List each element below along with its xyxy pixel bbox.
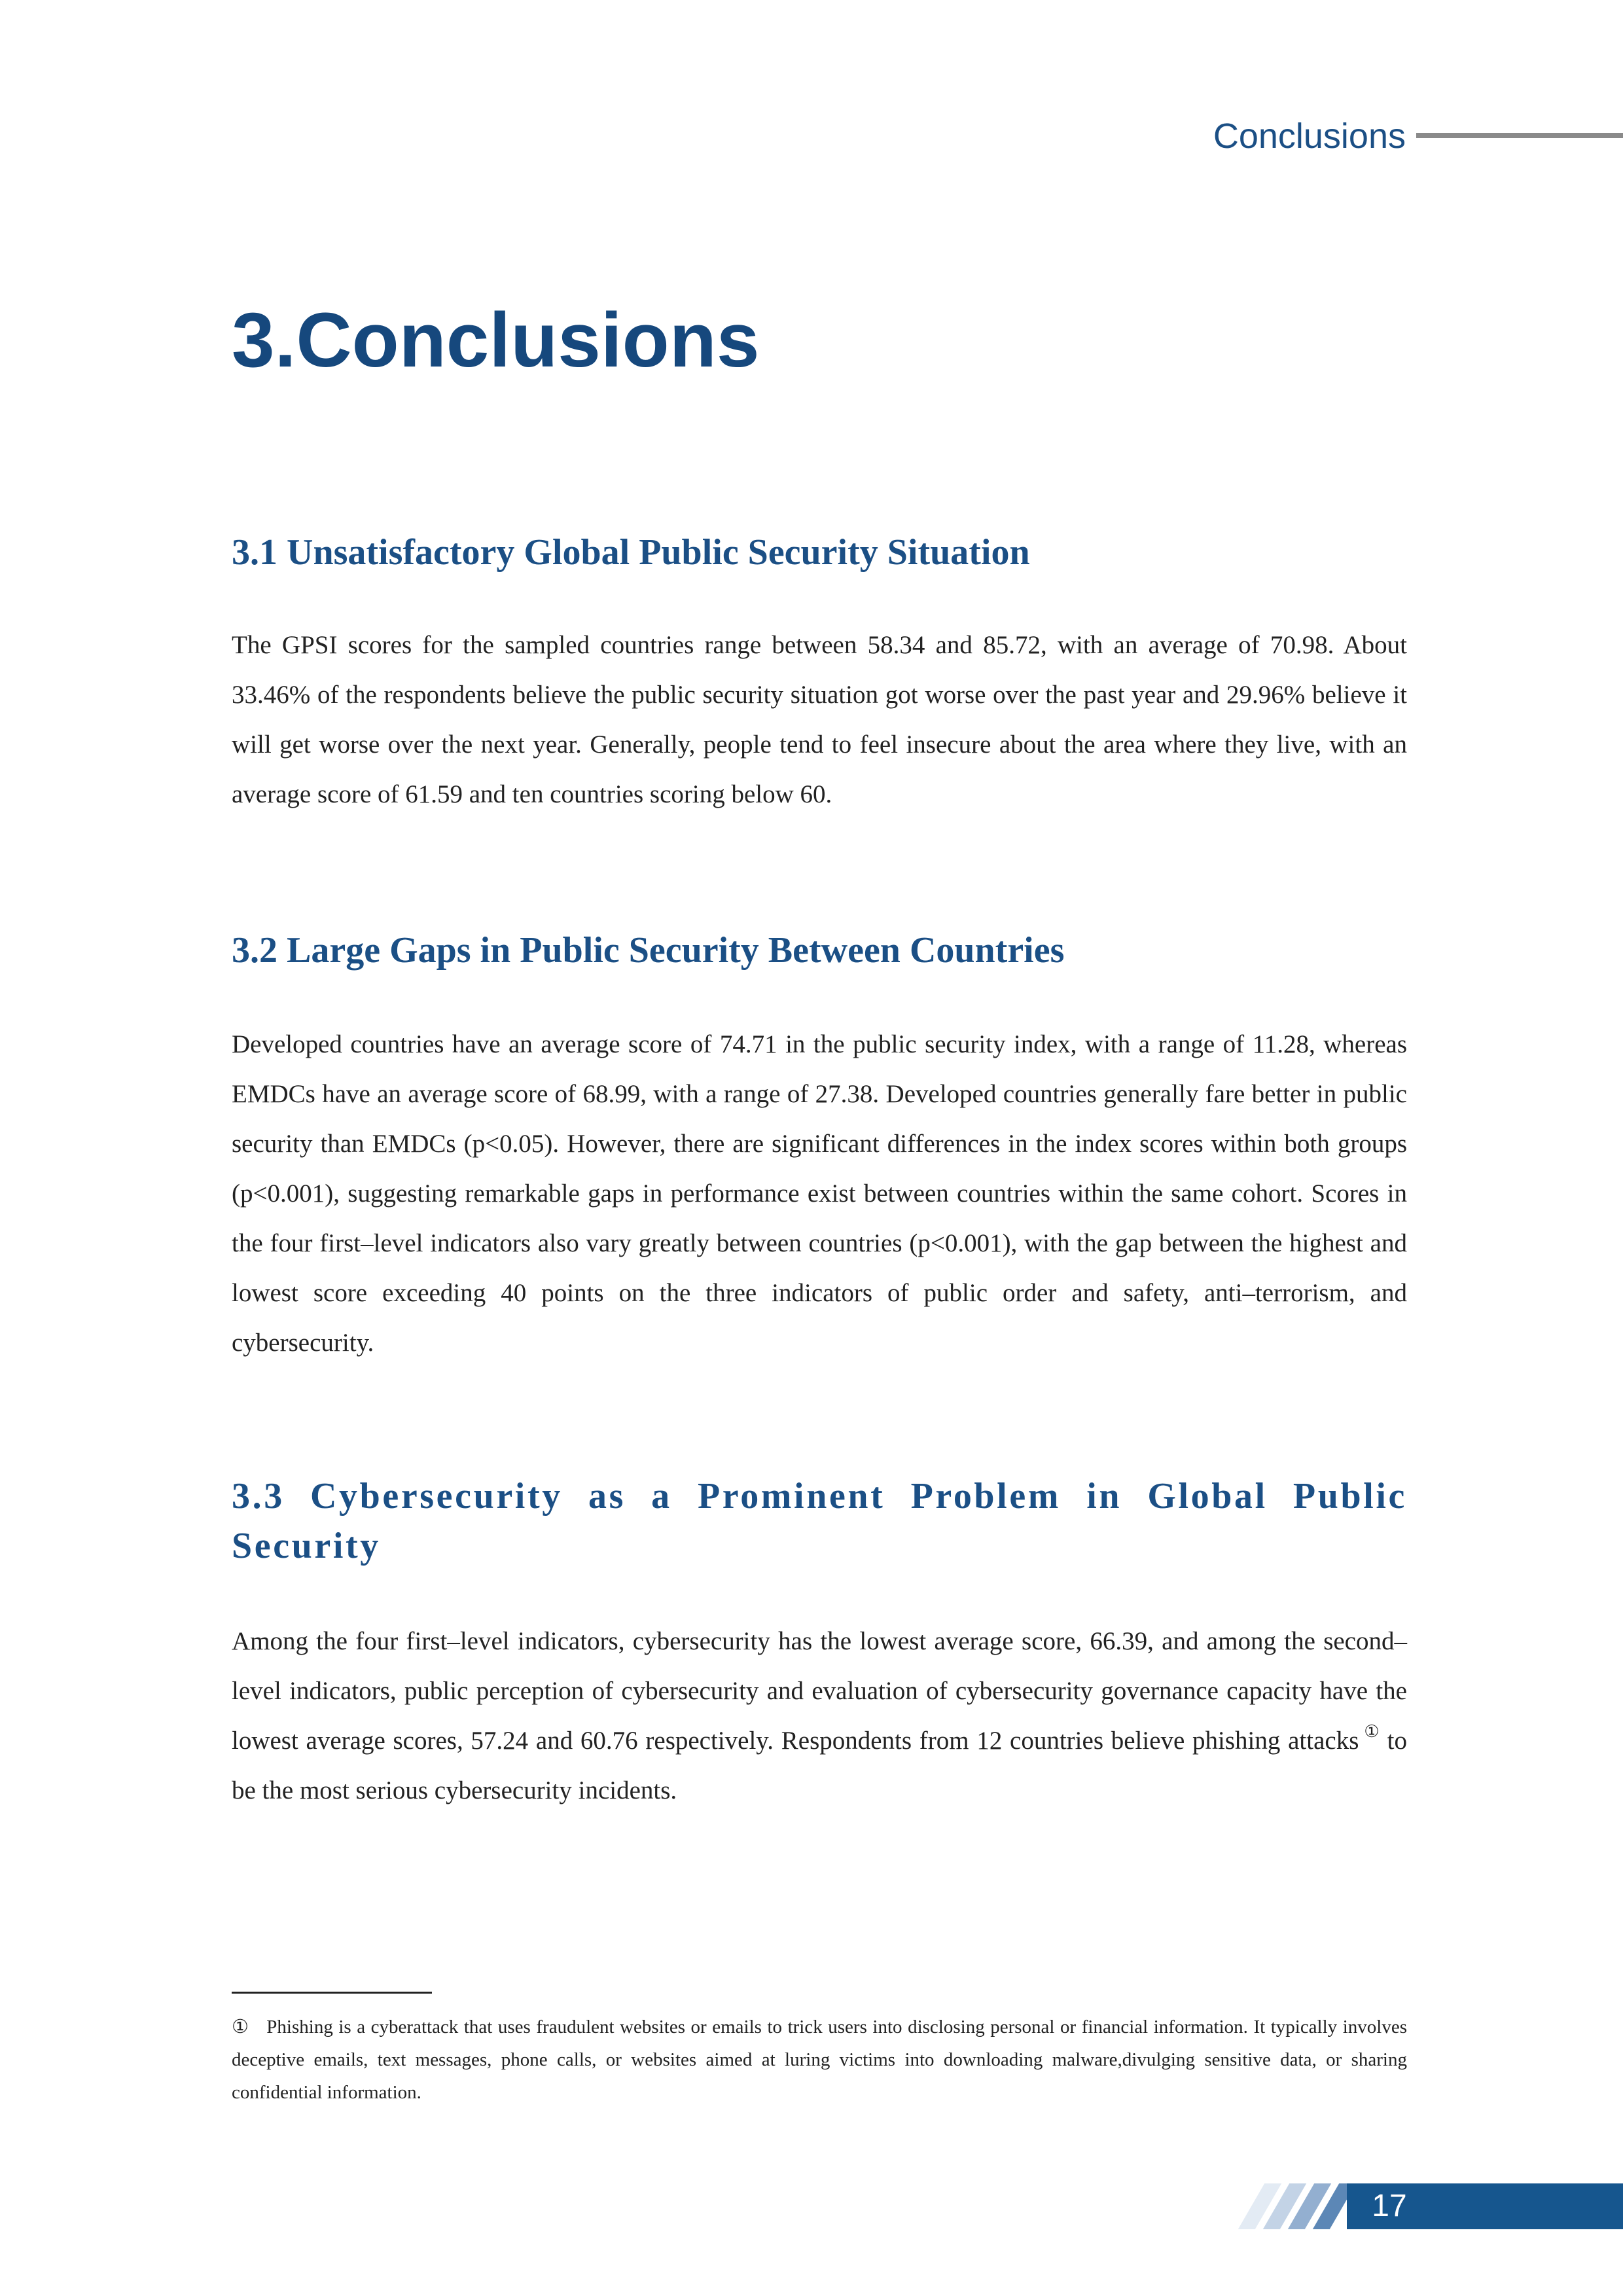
running-header-title: Conclusions <box>1213 117 1406 156</box>
header-rule <box>1416 133 1623 138</box>
footnote-reference: ① <box>1363 1722 1381 1741</box>
section-paragraph: Developed countries have an average score of 74.71 in the public security index, with a range of 11.28, whereas EMDCs have an average score of 68.99, with a range of 27.38. Developed countries generally fare better in public security than EMDCs (p<0.05). However, there are significant differences in the index scores within both groups (p<0.001), suggesting remarkable gaps in performance exist between countries within the same cohort. Scores in the four first–level indicators also vary greatly between countries (p<0.001), with the gap between the highest and lowest score exceeding 40 points on the three indicators of public order and safety, anti–terrorism, and cybersecurity. <box>232 1030 1407 1357</box>
footnote-marker: ① <box>232 2017 250 2037</box>
section-3-2 <box>232 925 1407 975</box>
section-3-1-body <box>232 620 1407 819</box>
paragraph-text-continued: to be the most serious cybersecurity incidents. <box>232 1727 1407 1804</box>
section-3-3-body <box>232 1617 1407 1816</box>
footnote-separator <box>232 1992 432 1994</box>
section-3-1 <box>232 528 1407 577</box>
paragraph-text: Among the four first–level indicators, cybersecurity has the lowest average score, 66.39, and among the second–level indicators, public perception of cybersecurity and evaluation of cybersecurity governance capacity have the lowest average scores, 57.24 and 60.76 respectively. Respondents from 12 countries believe phishing attacks <box>232 1627 1407 1755</box>
section-paragraph <box>232 1617 1407 1816</box>
footnote <box>232 2011 1407 2109</box>
footnote-text: Phishing is a cyberattack that uses fraudulent websites or emails to trick users into disclosing personal or financial information. It typically involves deceptive emails, text messages, phone calls, or websites aimed at luring victims into downloading malware,divulging sensitive data, or sharing confidential information. <box>232 2017 1407 2103</box>
page-number: 17 <box>1372 2189 1407 2223</box>
section-heading: 3.3 Cybersecurity as a Prominent Problem in Global Public Security <box>232 1476 1407 1566</box>
section-3-3 <box>232 1471 1407 1571</box>
section-heading: 3.1 Unsatisfactory Global Public Security Situation <box>232 532 1030 573</box>
section-3-2-body <box>232 1020 1407 1368</box>
chapter-title: 3.Conclusions <box>232 297 760 384</box>
section-heading: 3.2 Large Gaps in Public Security Between Countries <box>232 930 1065 971</box>
section-paragraph: The GPSI scores for the sampled countries range between 58.34 and 85.72, with an average of 70.98. About 33.46% of the respondents believe the public security situation got worse over the past year and 29.96% believe it will get worse over the next year. Generally, people tend to feel insecure about the area where they live, with an average score of 61.59 and ten countries scoring below 60. <box>232 631 1407 808</box>
